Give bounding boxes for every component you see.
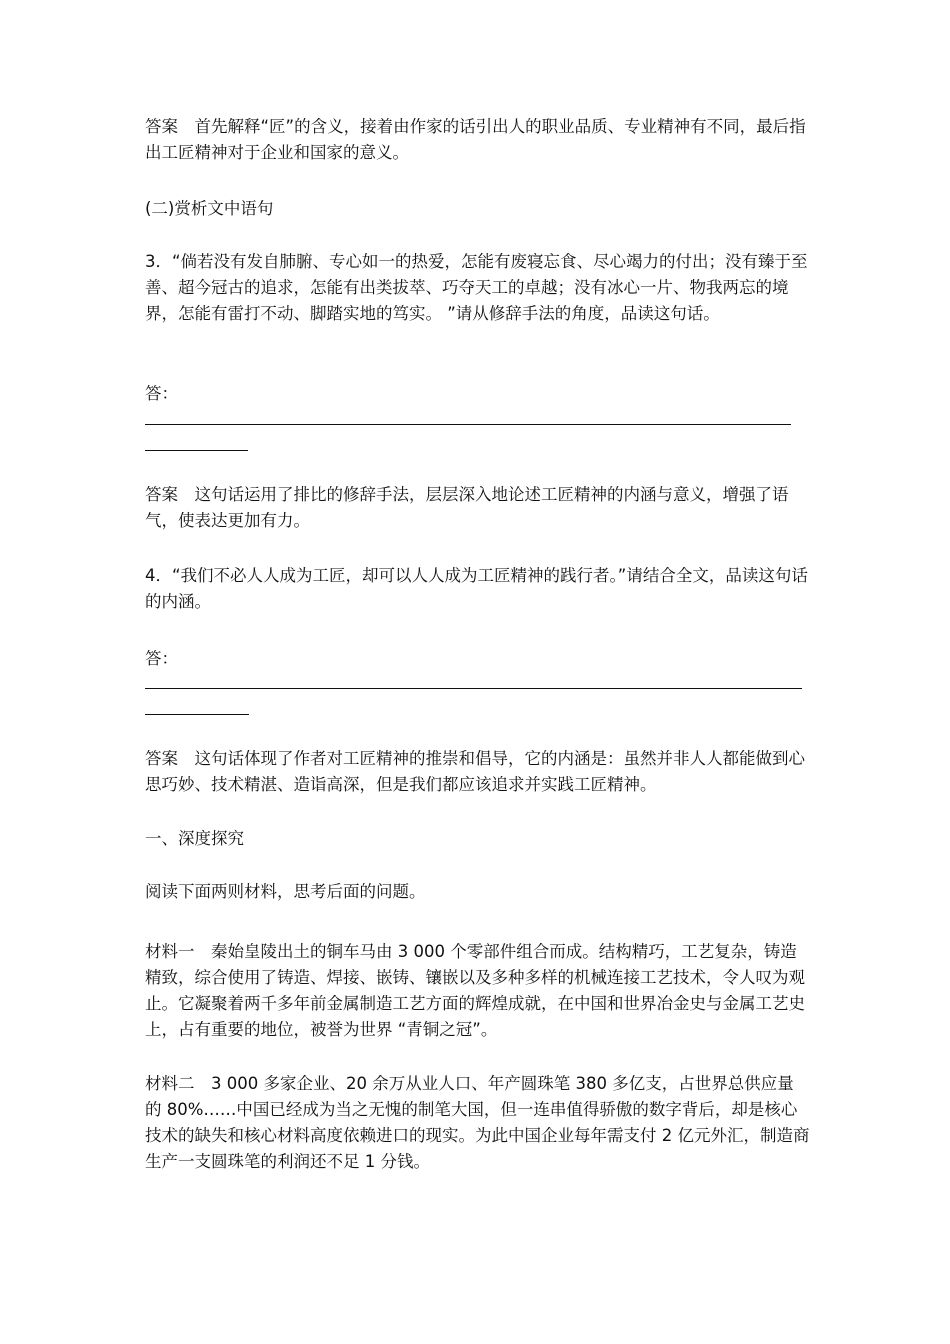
question-3: 3．“倘若没有发自肺腑、专心如一的热爱，怎能有废寝忘食、尽心竭力的付出；没有臻于至善、超今冠古的追求，怎能有出类拔萃、巧夺天工的卓越；没有冰心一片、物我两忘的境界，怎能有雷打不动、脚踏实地的笃实。 ”请从修辞手法的角度，品读这句话。 [145,252,808,323]
answer-prompt-3: 答： [145,384,178,403]
answer-blank-line-4b [145,714,249,715]
answer-blank-line-3a [145,424,791,425]
answer-prompt-4: 答： [145,649,178,668]
answer-paragraph-1: 答案 首先解释“匠”的含义，接着由作家的话引出人的职业品质、专业精神有不同，最后指出工匠精神对于企业和国家的意义。 [145,117,806,162]
section-heading-appreciation: (二)赏析文中语句 [145,199,274,218]
answer-paragraph-3: 答案 这句话运用了排比的修辞手法，层层深入地论述工匠精神的内涵与意义，增强了语气，使表达更加有力。 [145,485,789,530]
question-4: 4．“我们不必人人成为工匠，却可以人人成为工匠精神的践行者。”请结合全文，品读这句话的内涵。 [145,566,808,611]
answer-blank-line-3b [145,450,248,451]
reading-instruction: 阅读下面两则材料，思考后面的问题。 [145,882,426,901]
answer-paragraph-4: 答案 这句话体现了作者对工匠精神的推崇和倡导，它的内涵是：虽然并非人人都能做到心思巧妙、技术精湛、造诣高深，但是我们都应该追求并实践工匠精神。 [145,749,805,794]
answer-blank-line-4a [145,688,802,689]
section-heading-deep-inquiry: 一、深度探究 [145,829,244,848]
material-one: 材料一 秦始皇陵出土的铜车马由 3 000 个零部件组合而成。结构精巧，工艺复杂，铸造精致，综合使用了铸造、焊接、嵌铸、镶嵌以及多种多样的机械连接工艺技术，令人叹为观止。它凝聚着两千多年前金属制造工艺方面的辉煌成就，在中国和世界冶金史与金属工艺史上，占有重要的地位，被誉为世界 “青铜之冠”。 [145,942,805,1039]
material-two: 材料二 3 000 多家企业、20 余万从业人口、年产圆珠笔 380 多亿支，占世界总供应量的 80%……中国已经成为当之无愧的制笔大国，但一连串值得骄傲的数字背后，却是核心技术的缺失和核心材料高度依赖进口的现实。为此中国企业每年需支付 2 亿元外汇，制造商生产一支圆珠笔的利润还不足 1 分钱。 [145,1074,810,1171]
